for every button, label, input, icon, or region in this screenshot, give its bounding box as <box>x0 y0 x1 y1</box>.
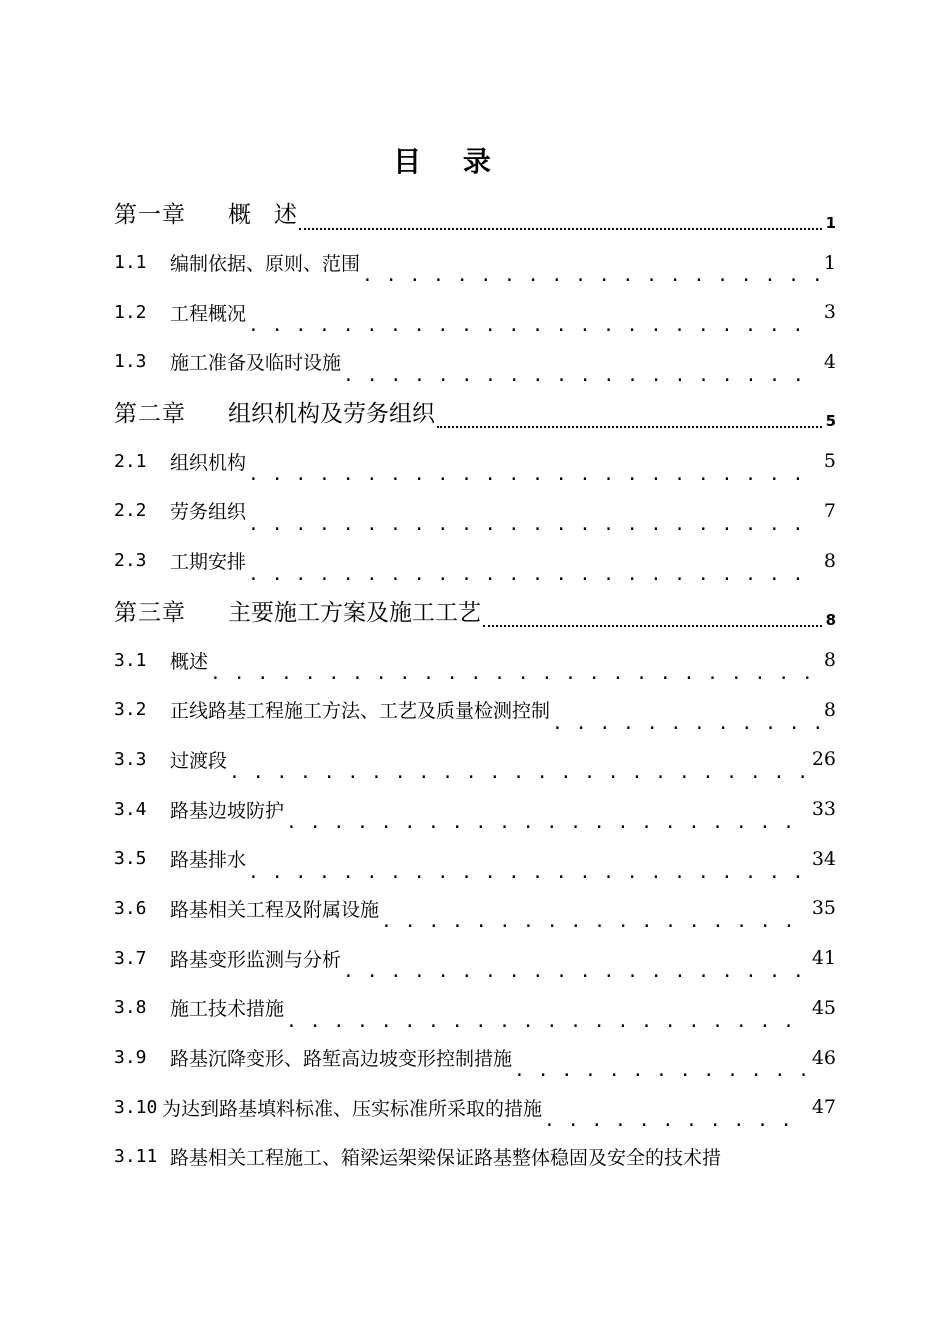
entry-title: 路基沉降变形、路堑高边坡变形控制措施 <box>170 1048 513 1071</box>
dot-leader <box>343 961 808 983</box>
toc-entry-1-3[interactable] <box>114 337 836 387</box>
entry-title: 过渡段 <box>170 749 228 772</box>
entry-page-number: 7 <box>823 499 836 522</box>
toc-entry-3-2[interactable] <box>114 685 836 735</box>
entry-page-number: 1 <box>823 251 836 274</box>
toc-entry-3-1[interactable] <box>114 635 836 685</box>
entry-title: 施工技术措施 <box>170 998 285 1021</box>
toc-entry-2-1[interactable] <box>114 436 836 486</box>
entry-page-number: 8 <box>823 549 836 572</box>
dot-leader <box>381 911 808 933</box>
entry-page-number: 34 <box>811 847 836 870</box>
entry-number: 3.7 <box>114 947 147 969</box>
entry-number: 第一章 <box>114 202 186 229</box>
entry-page-number: 26 <box>811 748 836 771</box>
entry-page-number: 33 <box>811 798 836 821</box>
entry-title: 劳务组织 <box>170 501 247 524</box>
dot-leader <box>343 365 820 387</box>
entry-title: 路基相关工程施工、箱梁运架梁保证路基整体稳固及安全的技术措 <box>170 1147 722 1170</box>
toc-entry-2-3[interactable] <box>114 536 836 586</box>
entry-title: 正线路基工程施工方法、工艺及质量检测控制 <box>170 700 551 723</box>
entry-page-number: 8 <box>823 698 836 721</box>
entry-number: 2.3 <box>114 550 147 572</box>
entry-page-number: 47 <box>811 1096 836 1119</box>
toc-entry-3-4[interactable] <box>114 784 836 834</box>
toc-heading: 目 录 <box>393 145 507 178</box>
dot-leader <box>210 663 820 685</box>
entry-title: 路基边坡防护 <box>170 799 285 822</box>
toc-entry-chapter-3[interactable] <box>114 586 836 636</box>
entry-title: 路基变形监测与分析 <box>170 948 342 971</box>
entry-page-number: 46 <box>811 1046 836 1069</box>
entry-title: 施工准备及临时设施 <box>170 352 342 375</box>
dot-leader <box>437 414 822 436</box>
dot-leader <box>248 464 820 486</box>
toc-entry-3-7[interactable] <box>114 933 836 983</box>
entry-page-number: 8 <box>823 649 836 672</box>
dot-leader <box>552 713 820 735</box>
dot-leader <box>286 1011 808 1033</box>
toc-entry-1-2[interactable] <box>114 287 836 337</box>
toc-entry-3-5[interactable] <box>114 834 836 884</box>
dot-leader <box>248 564 820 586</box>
entry-page-number: 4 <box>823 350 836 373</box>
entry-number: 1.1 <box>114 252 147 274</box>
entry-page-number: 45 <box>811 996 836 1019</box>
entry-number: 3.1 <box>114 649 147 671</box>
toc-entry-3-10[interactable] <box>114 1082 836 1132</box>
entry-number: 3.9 <box>114 1047 147 1069</box>
dot-leader <box>248 315 820 337</box>
toc-entry-1-1[interactable] <box>114 238 836 288</box>
dot-leader <box>229 762 808 784</box>
dot-leader <box>299 216 822 238</box>
entry-title: 工期安排 <box>170 551 247 574</box>
toc-entry-chapter-2[interactable] <box>114 387 836 437</box>
entry-number: 1.3 <box>114 351 147 373</box>
dot-leader <box>362 265 820 287</box>
entry-title: 概 述 <box>228 202 297 229</box>
entry-number: 2.2 <box>114 500 147 522</box>
entry-page-number: 8 <box>825 611 836 630</box>
entry-number: 3.3 <box>114 748 147 770</box>
entry-page-number: 35 <box>811 897 836 920</box>
dot-leader <box>286 812 808 834</box>
dot-leader <box>514 1060 808 1082</box>
entry-title: 路基排水 <box>170 849 247 872</box>
entry-title: 为达到路基填料标准、压实标准所采取的措施 <box>162 1097 543 1120</box>
entry-number: 第三章 <box>114 599 186 626</box>
entry-number: 3.4 <box>114 798 147 820</box>
entry-number: 3.2 <box>114 699 147 721</box>
entry-page-number: 41 <box>811 947 836 970</box>
entry-title: 组织机构 <box>170 451 247 474</box>
entry-title: 路基相关工程及附属设施 <box>170 898 380 921</box>
table-of-contents <box>114 188 836 1182</box>
entry-number: 3.10 <box>114 1096 158 1118</box>
dot-leader <box>544 1110 808 1132</box>
toc-entry-3-8[interactable] <box>114 983 836 1033</box>
entry-page-number: 5 <box>825 412 836 431</box>
entry-number: 3.11 <box>114 1146 158 1168</box>
entry-title: 主要施工方案及施工工艺 <box>228 599 481 626</box>
entry-title: 编制依据、原则、范围 <box>170 253 361 276</box>
entry-page-number: 1 <box>825 213 836 232</box>
entry-title: 工程概况 <box>170 302 247 325</box>
entry-page-number: 3 <box>823 301 836 324</box>
entry-number: 3.5 <box>114 848 147 870</box>
toc-entry-3-3[interactable] <box>114 735 836 785</box>
entry-title: 概述 <box>170 650 209 673</box>
entry-number: 3.6 <box>114 897 147 919</box>
toc-entry-2-2[interactable] <box>114 486 836 536</box>
toc-entry-3-11[interactable] <box>114 1132 836 1182</box>
entry-number: 2.1 <box>114 450 147 472</box>
toc-entry-3-9[interactable] <box>114 1033 836 1083</box>
entry-title: 组织机构及劳务组织 <box>228 401 435 428</box>
entry-number: 3.8 <box>114 997 147 1019</box>
entry-number: 1.2 <box>114 301 147 323</box>
dot-leader <box>483 613 822 635</box>
dot-leader <box>248 862 808 884</box>
dot-leader <box>248 514 820 536</box>
toc-entry-chapter-1[interactable] <box>114 188 836 238</box>
entry-page-number: 5 <box>823 450 836 473</box>
toc-entry-3-6[interactable] <box>114 884 836 934</box>
entry-number: 第二章 <box>114 401 186 428</box>
